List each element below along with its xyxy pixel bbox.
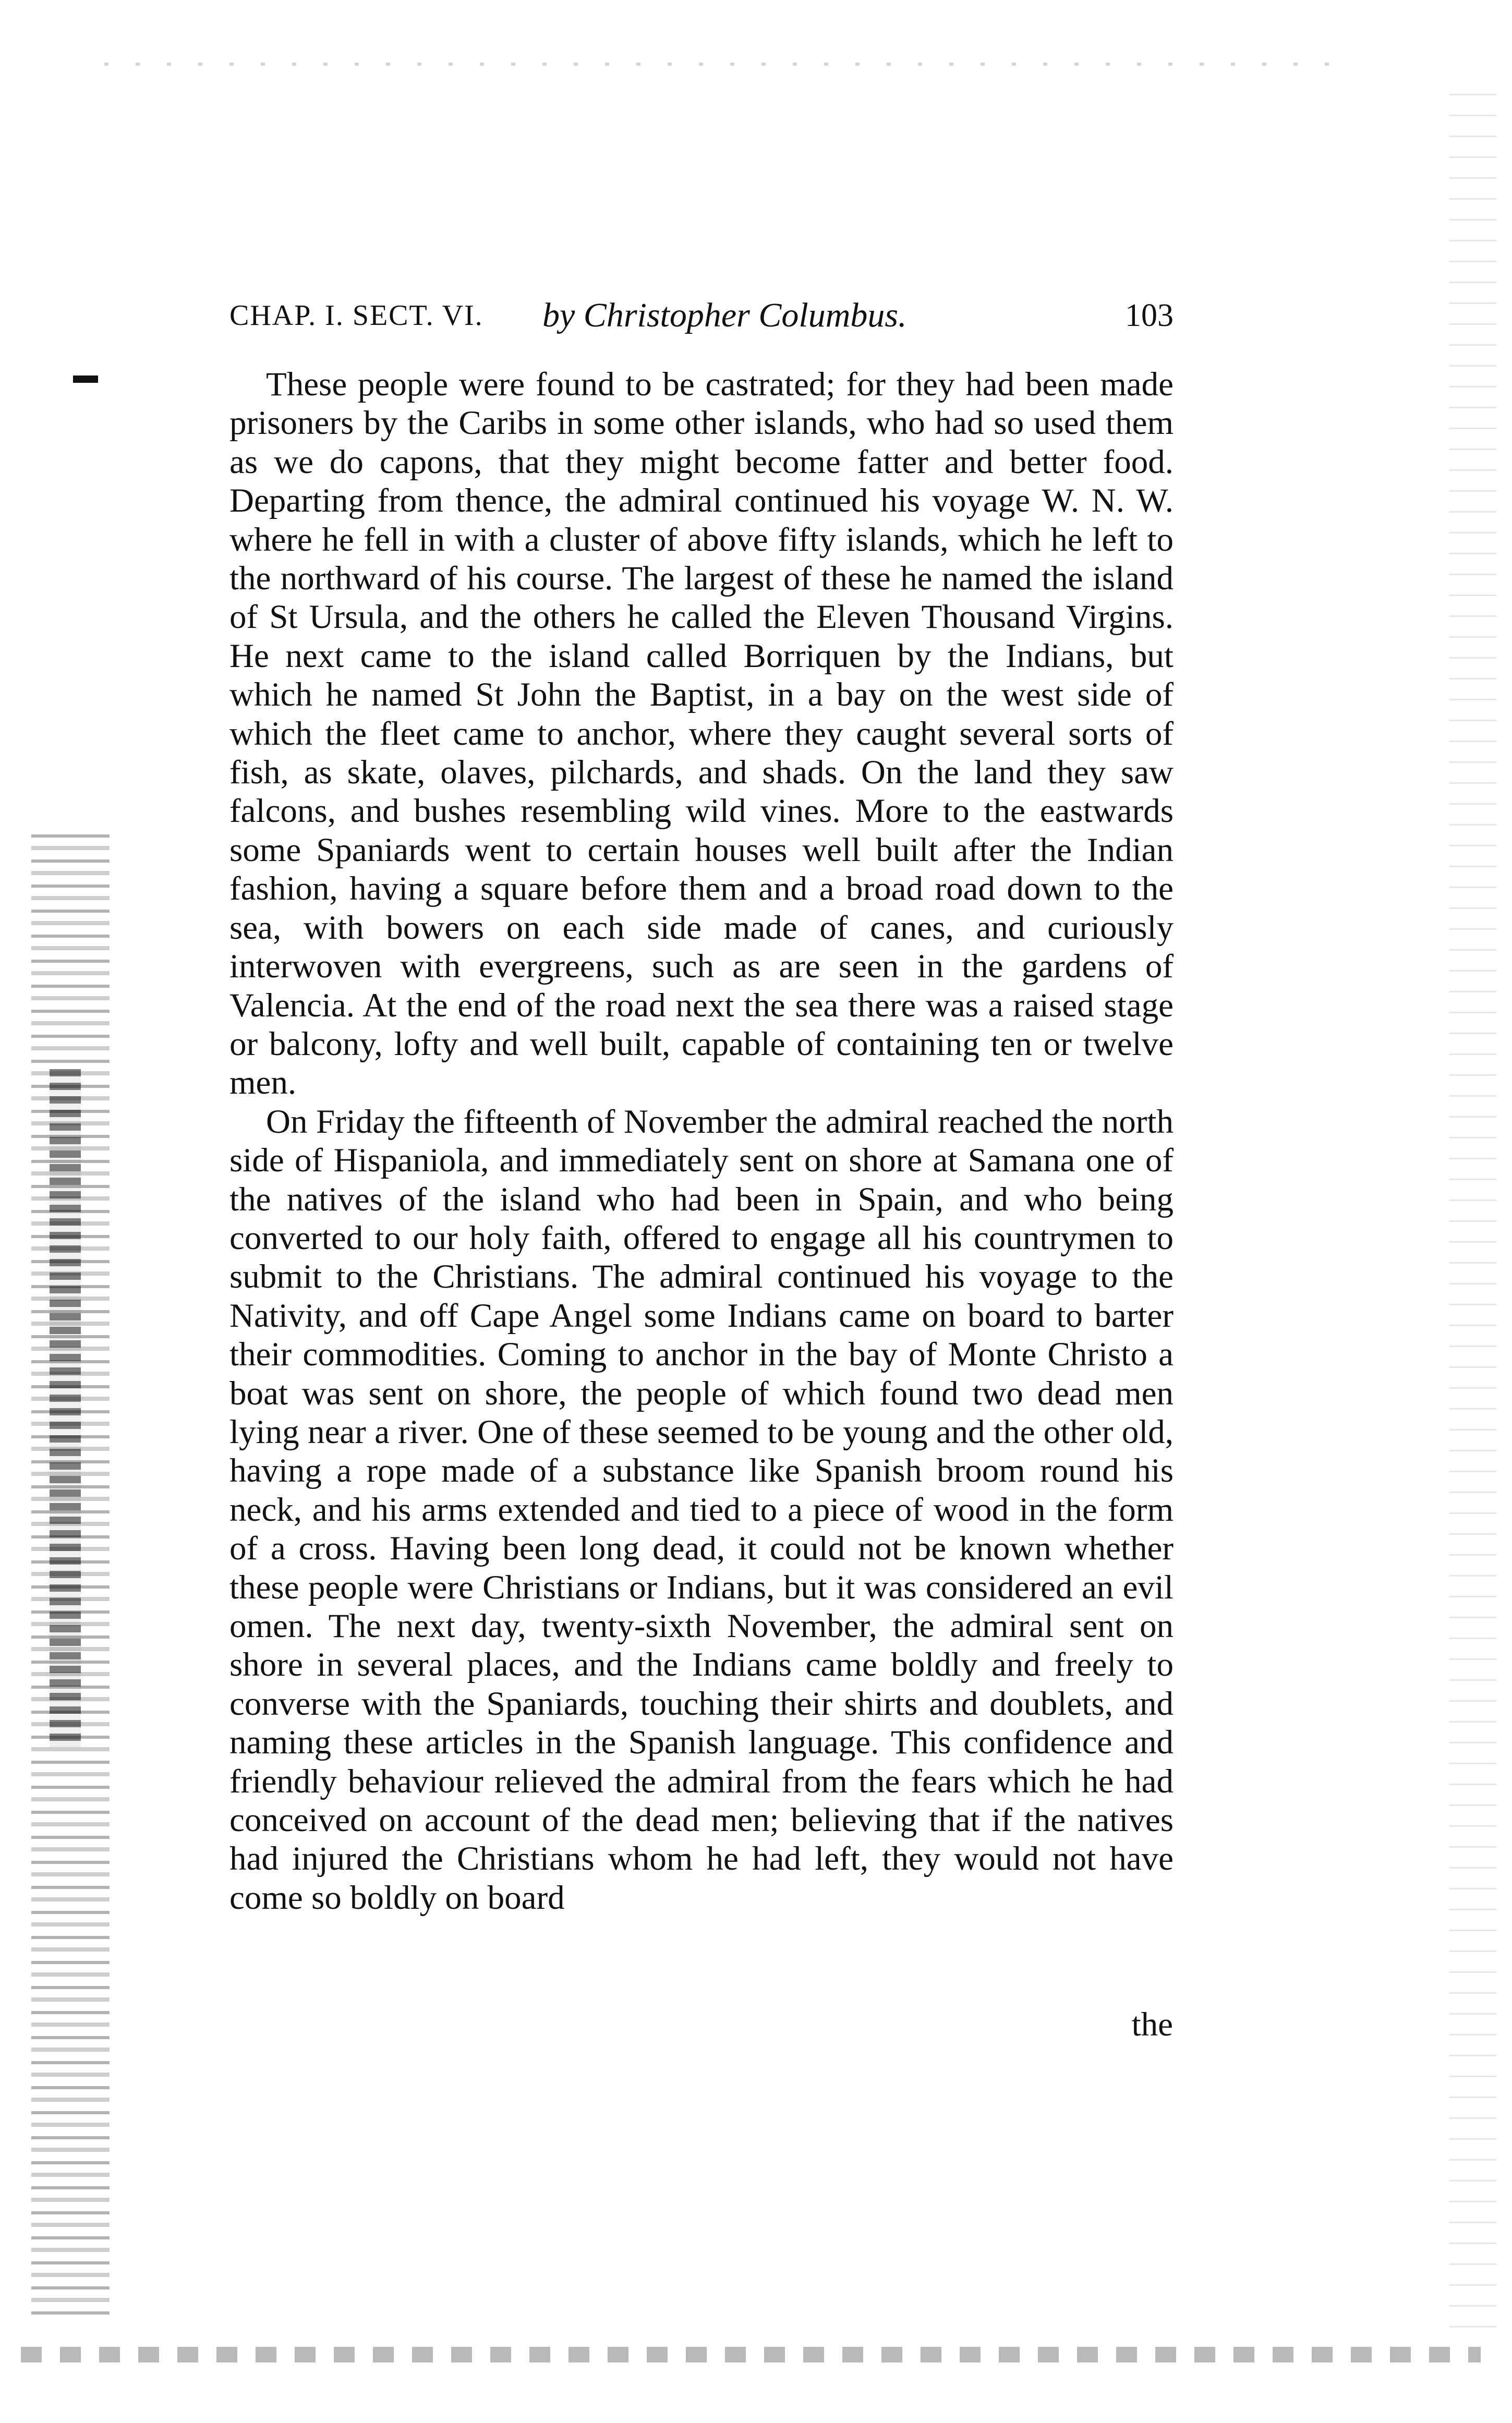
page-number: 103	[1125, 298, 1174, 333]
scan-right-edge-artifact	[1449, 94, 1496, 2336]
binding-shadow-dark-artifact	[50, 1069, 81, 1747]
scan-top-edge-artifact	[104, 63, 1356, 66]
margin-dash-mark	[73, 375, 98, 383]
chapter-section-label: CHAP. I. SECT. VI.	[229, 299, 483, 332]
body-text	[229, 365, 1174, 1917]
paragraph-2: On Friday the fifteenth of November the admiral reached the north side of Hispaniola, and immediately sent on shore at Samana one of the natives of the island who had been in Spain, and who being converted to our holy faith, offered to engage all his countrymen to submit to the Christians. The admiral continued his voyage to the Nativity, and off Cape Angel some Indians came on board to barter their commodities. Coming to anchor in the bay of Monte Christo a boat was sent on shore, the people of which found two dead men lying near a river. One of these seemed to be young and the other old, having a rope made of a substance like Spanish broom round his neck, and his arms extended and tied to a piece of wood in the form of a cross. Having been long dead, it could not be known whether these people were Christians or Indians, but it was considered an evil omen. The next day, twenty-sixth November, the admiral sent on shore in several places, and the Indians came boldly and freely to converse with the Spaniards, touching their shirts and doublets, and naming these articles in the Spanish language. This confidence and friendly behaviour relieved the admiral from the fears which he had conceived on account of the dead men; believing that if the natives had injured the Christians whom he had left, they would not have come so boldly on board	[229, 1103, 1174, 1917]
running-title: by Christopher Columbus.	[542, 296, 907, 334]
paragraph-1: These people were found to be castrated; for they had been made prisoners by the Caribs in some other islands, who had so used them as we do capons, that they might become fatter and better food. Departing from thence, the admiral continued his voyage W. N. W. where he fell in with a cluster of above fifty islands, which he left to the northward of his course. The largest of these he named the island of St Ursula, and the others he called the Eleven Thousand Virgins. He next came to the island called Borriquen by the Indians, but which he named St John the Baptist, in a bay on the west side of which the fleet came to anchor, where they caught several sorts of fish, as skate, olaves, pilchards, and shads. On the land they saw falcons, and bushes resembling wild vines. More to the eastwards some Spaniards went to certain houses well built after the Indian fashion, having a square before them and a broad road down to the sea, with bowers on each side made of canes, and curiously interwoven with evergreens, such as are seen in the gardens of Valencia. At the end of the road next the sea there was a raised stage or balcony, lofty and well built, capable of containing ten or twelve men.	[229, 366, 1174, 1102]
catchword: the	[1131, 2006, 1173, 2043]
running-head	[229, 292, 1174, 339]
scan-bottom-edge-artifact	[21, 2347, 1481, 2363]
